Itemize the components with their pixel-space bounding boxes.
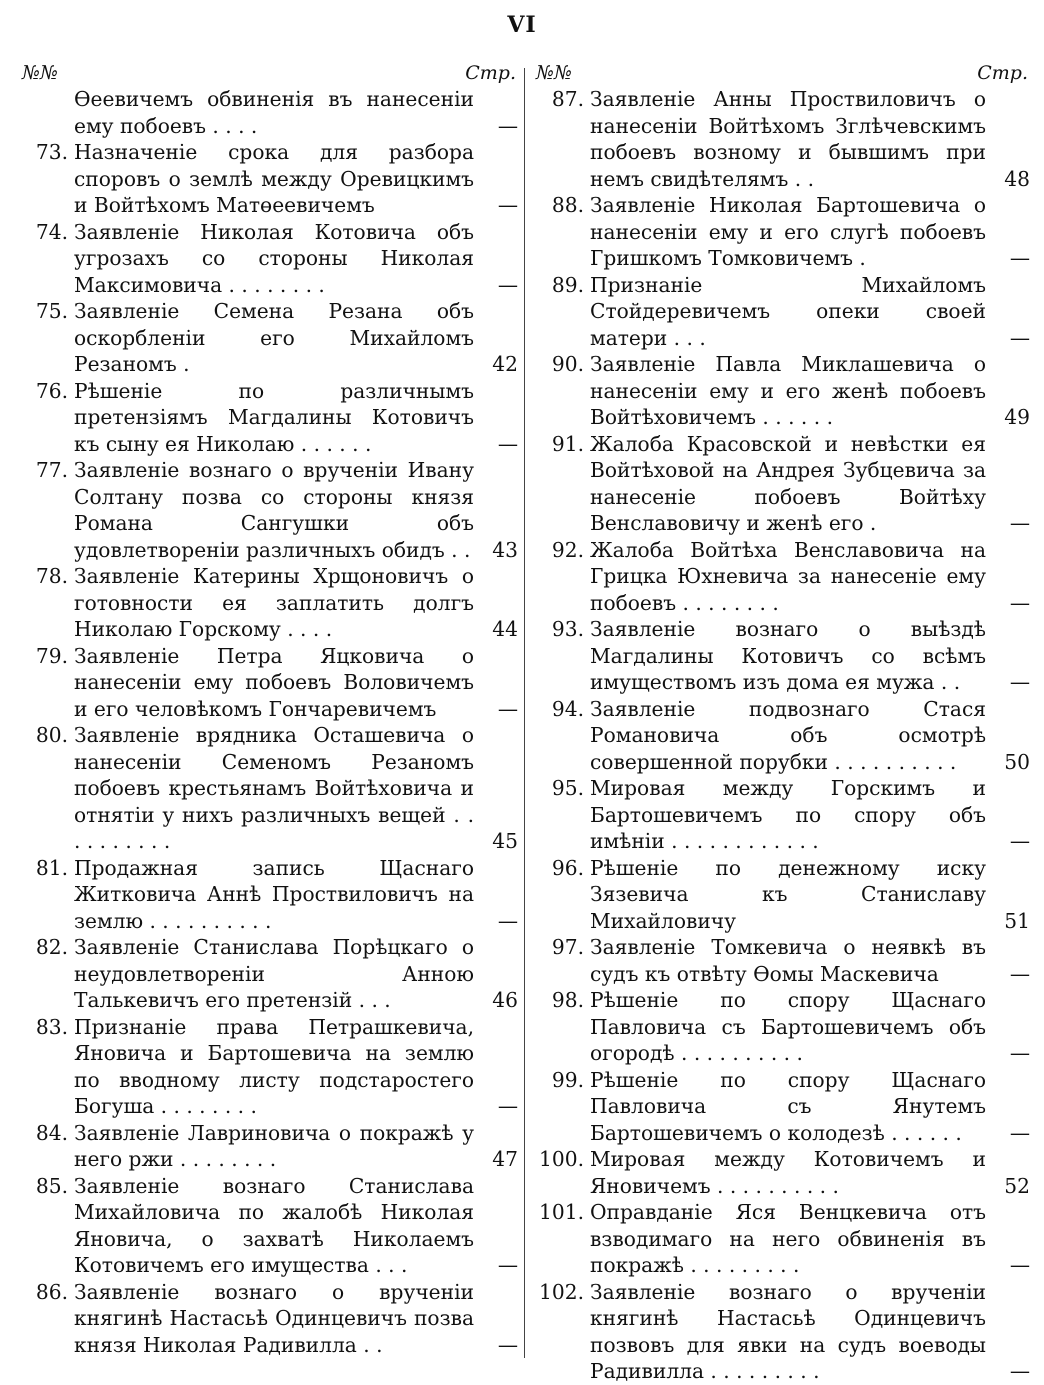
entry-page: 50 [1004,749,1030,774]
entry-number: 81. [35,855,68,880]
toc-entry [18,86,518,139]
toc-entry [532,934,1030,987]
entry-title: Признаніе Михайломъ Стойдеревичемъ опеки своей матери . . . [590,272,986,350]
entry-title: Заявленіе Николая Котовича объ угрозахъ со стороны Николая Максимовича . . . . . . . . [74,219,474,297]
entry-page: — [1009,1120,1030,1145]
toc-entry [532,431,1030,537]
number-column-label: №№ [536,62,572,84]
entry-number: 84. [35,1120,68,1145]
entry-title: Заявленіе вознаго о врученіи княгинѣ Настасьѣ Одинцевичъ позва князя Николая Радивилла . . [74,1279,474,1357]
entry-number: 83. [35,1014,68,1039]
entry-title: Заявленіе Семена Резана объ оскорбленіи его Михайломъ Резаномъ . [74,299,474,376]
entry-title: Өеевичемъ обвиненія въ нанесеніи ему побоевъ . . . . [74,87,474,138]
entry-title: Жалоба Войтѣха Венславовича на Грицка Юхневича за нанесеніе ему побоевъ . . . . . . . . [590,537,986,615]
toc-entry [18,934,518,1014]
toc-entry [532,272,1030,352]
entry-number: 80. [35,723,68,747]
entry-number: 85. [35,1173,68,1198]
entry-page: — [497,1094,518,1118]
entry-number: 82. [35,935,68,959]
entry-title: Заявленіе вознаго о врученіи Ивану Солтану позва со стороны князя Романа Сангушки объ удовлетвореніи различныхъ обидъ . . [74,458,474,562]
entry-number: 98. [551,988,584,1012]
entry-page: — [1009,325,1030,350]
entry-title: Заявленіе Анны Проствиловичъ о нанесеніи Войтѣхомъ Зглѣчевскимъ побоевъ возному и бывшимъ при немъ свидѣтелямъ . . [590,87,986,191]
entry-page: — [1009,590,1030,615]
entry-number: 89. [551,272,584,297]
entry-page: — [497,696,518,721]
entry-title: Рѣшеніе по денежному иску Зязевича къ Станиславу Михайловичу [590,855,986,933]
toc-entry [532,351,1030,431]
toc-entry [18,563,518,643]
toc-entry [532,987,1030,1067]
entry-title: Заявленіе вознаго о врученіи княгинѣ Настасьѣ Одинцевичъ позвовъ для явки на судъ воеводы Радивилла . . . . . . . . . [590,1279,986,1383]
entry-number: 93. [551,617,584,641]
entry-title: Заявленіе Катерины Хрщоновичъ о готовности ея заплатить долгъ Николаю Горскому . . . . [74,564,474,641]
toc-entry [18,1173,518,1279]
entry-title: Заявленіе врядника Осташевича о нанесеніи Семеномъ Резаномъ побоевъ крестьянамъ Войтѣховича и отнятіи у нихъ различныхъ вещей . . . . . . . . . . [74,723,474,853]
entry-page: 47 [492,1147,518,1171]
entry-page: 45 [492,829,518,853]
entry-title: Мировая между Горскимъ и Бартошевичемъ по спору объ имѣніи . . . . . . . . . . . . [590,776,986,853]
toc-entry [18,457,518,563]
entry-page: — [1009,961,1030,986]
entry-page: — [497,272,518,297]
entry-number: 74. [35,219,68,244]
toc-entry [18,1120,518,1173]
toc-entry [18,855,518,935]
entry-page: — [497,193,518,217]
entry-page: — [497,1253,518,1277]
entry-number: 92. [551,537,584,562]
entry-title: Заявленіе подвознаго Стася Романовича объ осмотрѣ совершенной порубки . . . . . . . . . . [590,696,986,774]
entry-title: Заявленіе Томкевича о неявкѣ въ судъ къ отвѣту Өомы Маскевича [590,935,986,986]
entry-number: 97. [551,935,584,959]
entry-page: — [1009,1041,1030,1065]
entry-page: 46 [492,988,518,1012]
entry-number: 78. [35,564,68,588]
entry-number: 90. [551,352,584,376]
toc-entry [18,298,518,378]
entry-title: Продажная запись Щаснаго Житковича Аннѣ Проствиловичъ на землю . . . . . . . . . . [74,855,474,933]
entry-number: 91. [551,431,584,456]
entry-title: Заявленіе Николая Бартошевича о нанесеніи ему и его слугѣ побоевъ Гришкомъ Томковичемъ . [590,193,986,270]
entry-page: — [497,908,518,933]
entry-number: 102. [539,1279,584,1304]
entry-title: Рѣшеніе по спору Щаснаго Павловича съ Янутемъ Бартошевичемъ о колодезѣ . . . . . . [590,1067,986,1145]
toc-entry [18,722,518,855]
entry-page: — [1009,829,1030,853]
toc-entry [532,537,1030,617]
entry-page: 51 [1004,908,1030,933]
page-column-label: Стр. [465,62,516,84]
entry-title: Заявленіе вознаго Станислава Михайловича по жалобѣ Николая Яновича, о захватѣ Николаемъ Котовичемъ его имущества . . . [74,1173,474,1277]
entry-number: 100. [539,1147,584,1171]
left-column [18,60,518,1360]
entry-title: Оправданіе Яся Венцкевича отъ взводимаго на него обвиненія въ покражѣ . . . . . . . . . [590,1200,986,1277]
entry-number: 94. [551,696,584,721]
left-entry-list [18,86,518,1358]
entry-title: Заявленіе Петра Яцковича о нанесеніи ему побоевъ Воловичемъ и его человѣкомъ Гончаревичемъ [74,643,474,721]
entry-title: Заявленіе Павла Миклашевича о нанесеніи ему и его женѣ побоевъ Войтѣховичемъ . . . . . . [590,352,986,429]
entry-page: — [1009,1253,1030,1277]
entry-number: 79. [35,643,68,668]
toc-entry [532,1146,1030,1199]
number-column-label: №№ [22,62,58,84]
toc-entry [18,1014,518,1120]
entry-number: 95. [551,776,584,800]
entry-page: — [497,113,518,138]
toc-entry [532,775,1030,855]
toc-entry [18,1279,518,1359]
entry-page: 48 [1004,166,1030,191]
toc-entry [18,378,518,458]
entry-number: 88. [551,193,584,217]
toc-entry [532,855,1030,935]
entry-page: 49 [1004,405,1030,429]
toc-entry [532,696,1030,776]
toc-entry [18,219,518,299]
entry-title: Рѣшеніе по различнымъ претензіямъ Магдалины Котовичъ къ сыну ея Николаю . . . . . . [74,378,474,456]
entry-number: 96. [551,855,584,880]
right-column-header [532,60,1030,86]
toc-entry [532,1067,1030,1147]
entry-title: Заявленіе Лавриновича о покражѣ у него ржи . . . . . . . . [74,1120,474,1171]
entry-title: Мировая между Котовичемъ и Яновичемъ . . . . . . . . . . [590,1147,986,1198]
toc-entry [532,1279,1030,1385]
toc-entry [18,139,518,219]
entry-page: — [1009,511,1030,535]
right-column [532,60,1030,1383]
entry-page: 43 [492,537,518,562]
entry-number: 86. [35,1279,68,1304]
entry-page: — [1009,670,1030,694]
entry-title: Заявленіе вознаго о выѣздѣ Магдалины Котовичъ со всѣмъ имуществомъ изъ дома ея мужа . . [590,617,986,694]
entry-page: — [1009,1359,1030,1383]
column-divider [524,68,525,1358]
entry-number: 77. [35,458,68,482]
entry-number: 99. [551,1067,584,1092]
entry-number: 87. [551,87,584,111]
entry-page: — [497,431,518,456]
entry-title: Рѣшеніе по спору Щаснаго Павловича съ Бартошевичемъ объ огородѣ . . . . . . . . . . [590,988,986,1065]
page-column-label: Стр. [977,62,1028,84]
entry-number: 73. [35,140,68,164]
entry-title: Признаніе права Петрашкевича, Яновича и Бартошевича на землю по вводному листу подстаростего Богуша . . . . . . . . [74,1014,474,1118]
entry-number: 101. [539,1200,584,1224]
toc-entry [532,192,1030,272]
entry-page: — [497,1332,518,1357]
left-column-header [18,60,518,86]
entry-number: 75. [35,299,68,323]
entry-title: Заявленіе Станислава Порѣцкаго о неудовлетвореніи Анною Талькевичъ его претензій . . . [74,935,474,1012]
entry-page: 44 [492,617,518,641]
entry-page: — [1009,246,1030,270]
right-entry-list [532,86,1030,1385]
toc-entry [532,616,1030,696]
toc-entry [532,86,1030,192]
page-number: VI [507,12,537,38]
entry-page: 42 [492,352,518,376]
toc-entry [18,643,518,723]
entry-number: 76. [35,378,68,403]
entry-page: 52 [1004,1173,1030,1198]
toc-entry [532,1199,1030,1279]
entry-title: Жалоба Красовской и невѣстки ея Войтѣховой на Андрея Зубцевича за нанесеніе побоевъ Войтѣху Венславовичу и женѣ его . [590,431,986,535]
entry-title: Назначеніе срока для разбора споровъ о землѣ между Оревицкимъ и Войтѣхомъ Матөеевичемъ [74,140,474,217]
